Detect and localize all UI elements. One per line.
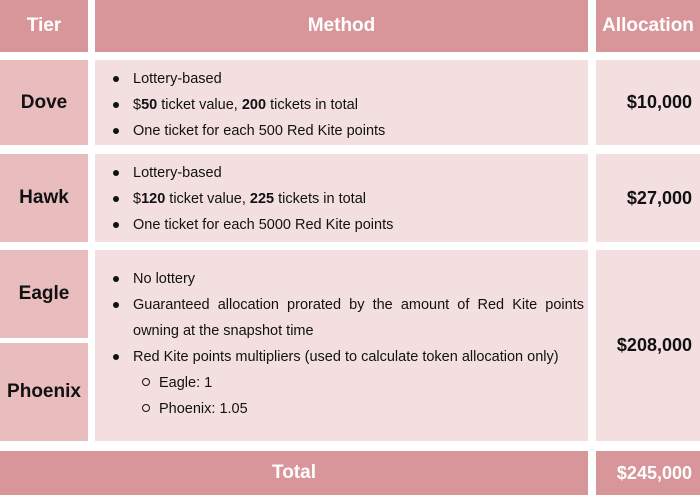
ticket-count: 200 — [241, 97, 267, 113]
bullet-text: ticket value, — [165, 191, 250, 207]
ticket-value: 120 — [141, 191, 166, 207]
bullet-text: $ — [133, 191, 142, 207]
allocation-dove: $10,000 — [596, 60, 700, 145]
list-item — [159, 370, 588, 396]
bullet-text: Lottery-based — [133, 165, 222, 181]
bullet-text: Lottery-based — [133, 71, 222, 87]
allocation-eagle-phoenix: $208,000 — [596, 250, 700, 441]
tier-phoenix: Phoenix — [0, 343, 88, 441]
ticket-value: 50 — [141, 97, 158, 113]
method-hawk — [95, 154, 588, 242]
list-item — [133, 92, 588, 118]
bullet-text: No lottery — [133, 271, 196, 287]
list-item — [133, 160, 588, 186]
method-eagle-phoenix — [95, 250, 588, 441]
list-item — [159, 396, 588, 422]
list-item — [133, 266, 588, 292]
method-hawk-list — [133, 160, 588, 238]
bullet-text: ticket value, — [157, 97, 242, 113]
sub-bullet-text: Eagle: 1 — [159, 375, 213, 391]
header-tier: Tier — [0, 0, 88, 52]
bullet-text: tickets in total — [274, 191, 366, 207]
list-item — [133, 186, 588, 212]
bullet-text: One ticket for each 5000 Red Kite points — [133, 217, 394, 233]
multiplier-list — [133, 370, 588, 422]
tier-hawk: Hawk — [0, 154, 88, 242]
allocation-hawk: $27,000 — [596, 154, 700, 242]
bullet-text: $ — [133, 97, 142, 113]
total-value: $245,000 — [596, 451, 700, 495]
tier-eagle: Eagle — [0, 250, 88, 338]
method-dove-list — [133, 66, 588, 144]
bullet-text: Guaranteed allocation prorated by the amount of Red Kite points owning at the snapshot time — [133, 297, 584, 339]
list-item — [133, 118, 588, 144]
total-label: Total — [0, 451, 588, 495]
sub-bullet-text: Phoenix: 1.05 — [159, 401, 248, 417]
method-eagle-phoenix-list — [133, 266, 588, 422]
header-method: Method — [95, 0, 588, 52]
list-item — [133, 66, 588, 92]
bullet-text: One ticket for each 500 Red Kite points — [133, 123, 386, 139]
list-item — [133, 292, 588, 344]
list-item — [133, 212, 588, 238]
bullet-text: Red Kite points multipliers (used to calculate token allocation only) — [133, 349, 559, 365]
tier-dove: Dove — [0, 60, 88, 145]
header-allocation: Allocation — [596, 0, 700, 52]
ticket-count: 225 — [249, 191, 275, 207]
list-item — [133, 344, 588, 422]
bullet-text: tickets in total — [266, 97, 358, 113]
method-dove — [95, 60, 588, 145]
